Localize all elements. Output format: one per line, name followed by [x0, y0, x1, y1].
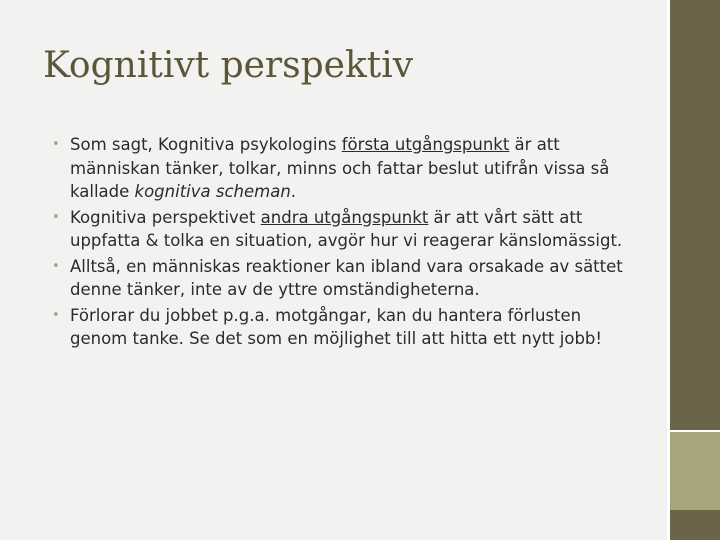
- side-accent-block: [670, 432, 720, 510]
- bullet-1-text-start: Som sagt, Kognitiva psykologins: [70, 135, 342, 154]
- bullet-3-text: Alltså, en människas reaktioner kan ibland vara orsakade av sättet denne tänker, inte av de yttre omständigheterna.: [70, 256, 623, 299]
- bullet-4-text: Förlorar du jobbet p.g.a. motgångar, kan du hantera förlusten genom tanke. Se det som en möjlighet till att hitta ett nytt jobb!: [70, 305, 603, 348]
- bullet-2-underlined-text: andra utgångspunkt: [260, 207, 429, 227]
- bullet-item-2: [52, 206, 642, 253]
- bullet-1-italic-text: kognitiva scheman: [134, 182, 291, 201]
- bullet-1-underlined-text: första utgångspunkt: [341, 135, 510, 154]
- bullet-1-text-middle: är att människan tänker, tolkar, minns och fattar beslut utifrån vissa så kallade: [70, 135, 610, 201]
- bullet-list: [52, 133, 642, 353]
- bullet-marker: •: [52, 258, 60, 274]
- bullet-2-text-end: är att vårt sätt att uppfatta & tolka en situation, avgör hur vi reagerar känslomässigt.: [70, 207, 623, 250]
- bullet-item-1: [52, 133, 642, 204]
- bullet-1-text-end: .: [290, 182, 297, 201]
- bullet-marker: •: [52, 137, 60, 152]
- bullet-marker: •: [52, 307, 60, 323]
- bullet-marker: •: [52, 209, 60, 225]
- slide-title: Kognitivt perspektiv: [43, 45, 414, 86]
- bullet-2-text-start: Kognitiva perspektivet: [70, 207, 261, 227]
- bullet-item-4: [52, 304, 642, 351]
- bullet-item-3: [52, 255, 642, 302]
